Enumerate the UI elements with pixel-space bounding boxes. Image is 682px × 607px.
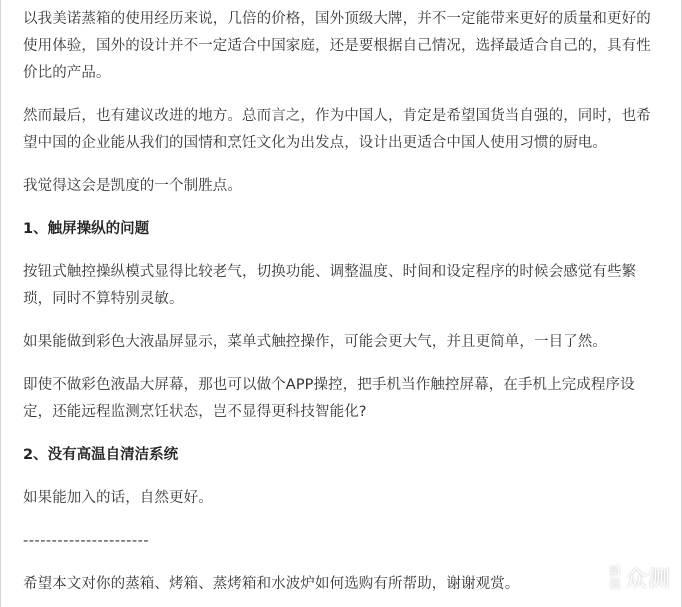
paragraph-lcd-screen: 如果能做到彩色大液晶屏显示，菜单式触控操作，可能会更大气，并且更简单，一目了然。 bbox=[23, 334, 607, 350]
paragraph-closing: 希望本文对你的蒸箱、烤箱、蒸烤箱和水波炉如何选购有所帮助，谢谢观赏。 bbox=[23, 576, 520, 592]
paragraph-self-clean: 如果能加入的话，自然更好。 bbox=[23, 490, 213, 506]
sina-zhongce-watermark bbox=[609, 562, 671, 593]
watermark-brand: 众测 bbox=[624, 567, 671, 592]
section-heading-touchscreen: 1、触屏操纵的问题 bbox=[23, 221, 150, 237]
paragraph-button-controls: 按钮式触控操纵模式显得比较老气，切换功能、调整温度、时间和设定程序的时候会感觉有些繁琐，同时不算特别灵敏。 bbox=[23, 264, 637, 307]
paragraph-app-control: 即使不做彩色液晶大屏幕，那也可以做个APP操控，把手机当作触控屏幕，在手机上完成程序设定，还能远程监测烹饪状态，岂不显得更科技智能化? bbox=[23, 377, 635, 420]
watermark-char-bottom: 浪 bbox=[608, 576, 621, 591]
section-divider: ---------------------- bbox=[23, 533, 150, 549]
section-heading-self-clean: 2、没有高温自清洁系统 bbox=[23, 447, 179, 463]
paragraph-winning-point: 我觉得这会是凯度的一个制胜点。 bbox=[23, 178, 242, 194]
paragraph-suggestion: 然而最后，也有建议改进的地方。总而言之，作为中国人，肯定是希望国货当自强的，同时，也希望中国的企业能从我们的国情和烹饪文化为出发点，设计出更适合中国人使用习惯的厨电。 bbox=[23, 108, 651, 151]
article-body bbox=[23, 0, 663, 598]
watermark-small-text bbox=[609, 565, 621, 591]
watermark-char-top: 新 bbox=[608, 563, 621, 578]
paragraph-intro: 以我美诺蒸箱的使用经历来说，几倍的价格，国外顶级大牌，并不一定能带来更好的质量和更好的使用体验，国外的设计并不一定适合中国家庭，还是要根据自己情况，选择最适合自己的，具有性价比的产品。 bbox=[23, 11, 651, 81]
